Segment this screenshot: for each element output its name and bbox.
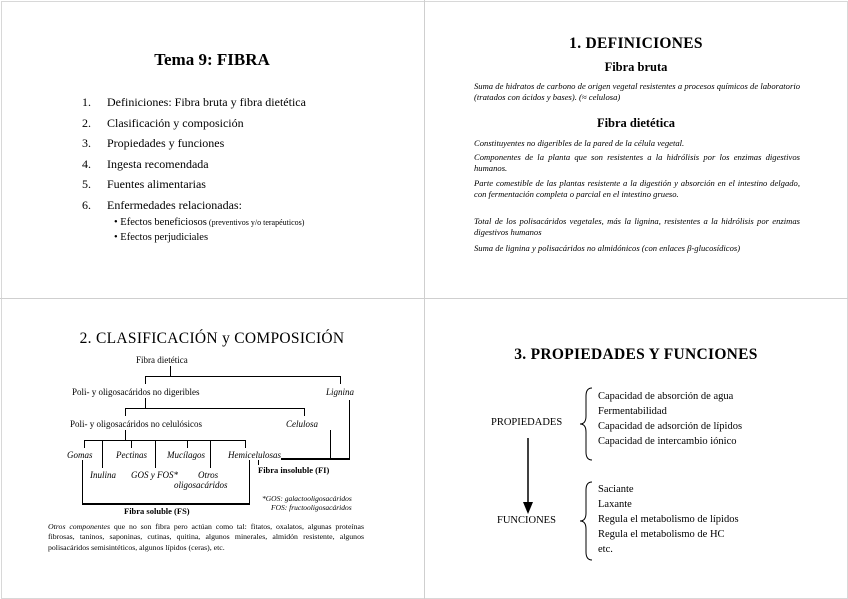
tree-line — [304, 408, 305, 416]
funcion-item: Laxante — [598, 499, 632, 510]
otros-componentes-note: Otros componentes que no son fibra pero actúan como tal: fitatos, oxalatos, algunas proteínas fibrosas, taninos, saponinas, cutinas, quitina, algunos minerales, almidón resistente, algunos polisacáridos semisintéticos, algunos lípidos (ceras), etc. — [48, 522, 364, 552]
slide1-outline — [82, 92, 306, 245]
fs-bracket — [249, 460, 250, 504]
tree-line — [125, 408, 305, 409]
node-otros: Otros — [198, 470, 219, 480]
outline-item: 6. Enfermedades relacionadas: — [82, 197, 242, 212]
outline-item: 4. Ingesta recomendada — [82, 156, 209, 171]
tree-line — [340, 376, 341, 384]
slide1-title: Tema 9: FIBRA — [154, 50, 270, 69]
outline-item: 1. Definiciones: Fibra bruta y fibra dietética — [82, 95, 306, 109]
definition-item: Parte comestible de las plantas resistente a la digestión y absorción en el intestino delgado, con fermentación completa o parcial en el intestino grueso. — [474, 178, 800, 199]
propiedades-brace-icon — [578, 386, 594, 462]
fibra-bruta-definition: Suma de hidratos de carbono de origen vegetal resistentes a procesos químicos de laboratorio (tratados con ácidos y bases). (≈ celulosa) — [474, 81, 800, 102]
slide-divider-vertical — [424, 0, 425, 599]
definition-item: Componentes de la planta que son resistentes a la hidrólisis por los enzimas digestivos humanos. — [474, 152, 800, 173]
node-gomas: Gomas — [67, 450, 93, 460]
tree-line — [131, 440, 132, 448]
arrow-down-icon — [522, 436, 534, 516]
tree-line — [102, 440, 103, 468]
node-mucilagos: Mucílagos — [167, 450, 205, 460]
tree-line — [187, 440, 188, 448]
fs-bracket — [82, 460, 83, 504]
node-hemicelulosas: Hemicelulosas — [228, 450, 281, 460]
label-fibra-soluble: Fibra soluble (FS) — [124, 506, 190, 516]
tree-line — [170, 366, 171, 376]
outline-item: 5. Fuentes alimentarias — [82, 177, 206, 191]
slide2-title: 1. DEFINICIONES — [569, 35, 703, 52]
node-celulosa: Celulosa — [286, 419, 319, 429]
label-fibra-insoluble: Fibra insoluble (FI) — [258, 465, 330, 475]
tree-line — [145, 376, 146, 384]
tree-line — [125, 430, 126, 440]
tree-line — [145, 398, 146, 408]
propiedad-item: Capacidad de intercambio iónico — [598, 436, 737, 447]
slide4-title: 3. PROPIEDADES Y FUNCIONES — [514, 346, 758, 363]
definition-item: Suma de lignina y polisacáridos no almidónicos (con enlaces β-glucosídicos) — [474, 243, 741, 253]
node-poli-no-digeribles: Poli- y oligosacáridos no digeribles — [72, 387, 200, 397]
funciones-brace-icon — [578, 480, 594, 562]
funcion-item: etc. — [598, 544, 613, 555]
fi-bracket — [330, 430, 331, 460]
propiedades-label: PROPIEDADES — [491, 417, 563, 428]
definition-item: Total de los polisacáridos vegetales, más la lignina, resistentes a la hidrólisis por enzimas digestivos humanos — [474, 216, 800, 237]
fs-bracket — [82, 503, 250, 505]
footnote-fos: FOS: fructooligosacáridos — [271, 503, 352, 512]
tree-line — [84, 440, 246, 441]
propiedad-item: Capacidad de absorción de agua — [598, 391, 734, 402]
node-pectinas: Pectinas — [116, 450, 147, 460]
outline-subitem: • Efectos beneficiosos (preventivos y/o terapéuticos) — [114, 217, 305, 228]
node-fibra-dietetica: Fibra dietética — [136, 355, 188, 365]
tree-line — [125, 408, 126, 416]
tree-line — [155, 440, 156, 468]
slide-divider-horizontal — [0, 298, 848, 299]
tree-line — [210, 440, 211, 468]
node-gos-fos: GOS y FOS* — [131, 470, 178, 480]
funcion-item: Regula el metabolismo de HC — [598, 529, 725, 540]
funciones-label: FUNCIONES — [497, 515, 556, 526]
propiedad-item: Capacidad de adsorción de lípidos — [598, 421, 743, 432]
slide3-title: 2. CLASIFICACIÓN y COMPOSICIÓN — [79, 330, 345, 347]
fibra-bruta-heading: Fibra bruta — [604, 60, 668, 74]
outline-item: 3. Propiedades y funciones — [82, 136, 225, 150]
funcion-item: Regula el metabolismo de lípidos — [598, 514, 739, 525]
fi-bracket — [349, 400, 350, 460]
definition-item: Constituyentes no digeribles de la pared de la célula vegetal. — [474, 138, 685, 148]
footnote-gos: *GOS: galactooligosacáridos — [262, 494, 352, 503]
funcion-item: Saciante — [598, 484, 634, 495]
outline-item: 2. Clasificación y composición — [82, 115, 244, 130]
tree-line — [84, 440, 85, 448]
node-poli-no-celulosicos: Poli- y oligosacáridos no celulósicos — [70, 419, 202, 429]
tree-line — [145, 376, 341, 377]
fibra-dietetica-heading: Fibra dietética — [596, 116, 676, 130]
propiedad-item: Fermentabilidad — [598, 406, 667, 417]
node-lignina: Lignina — [326, 387, 355, 397]
node-oligosacaridos: oligosacáridos — [174, 480, 228, 490]
node-inulina: Inulina — [90, 470, 116, 480]
tree-line — [245, 440, 246, 448]
outline-subitem: • Efectos perjudiciales — [114, 232, 209, 243]
